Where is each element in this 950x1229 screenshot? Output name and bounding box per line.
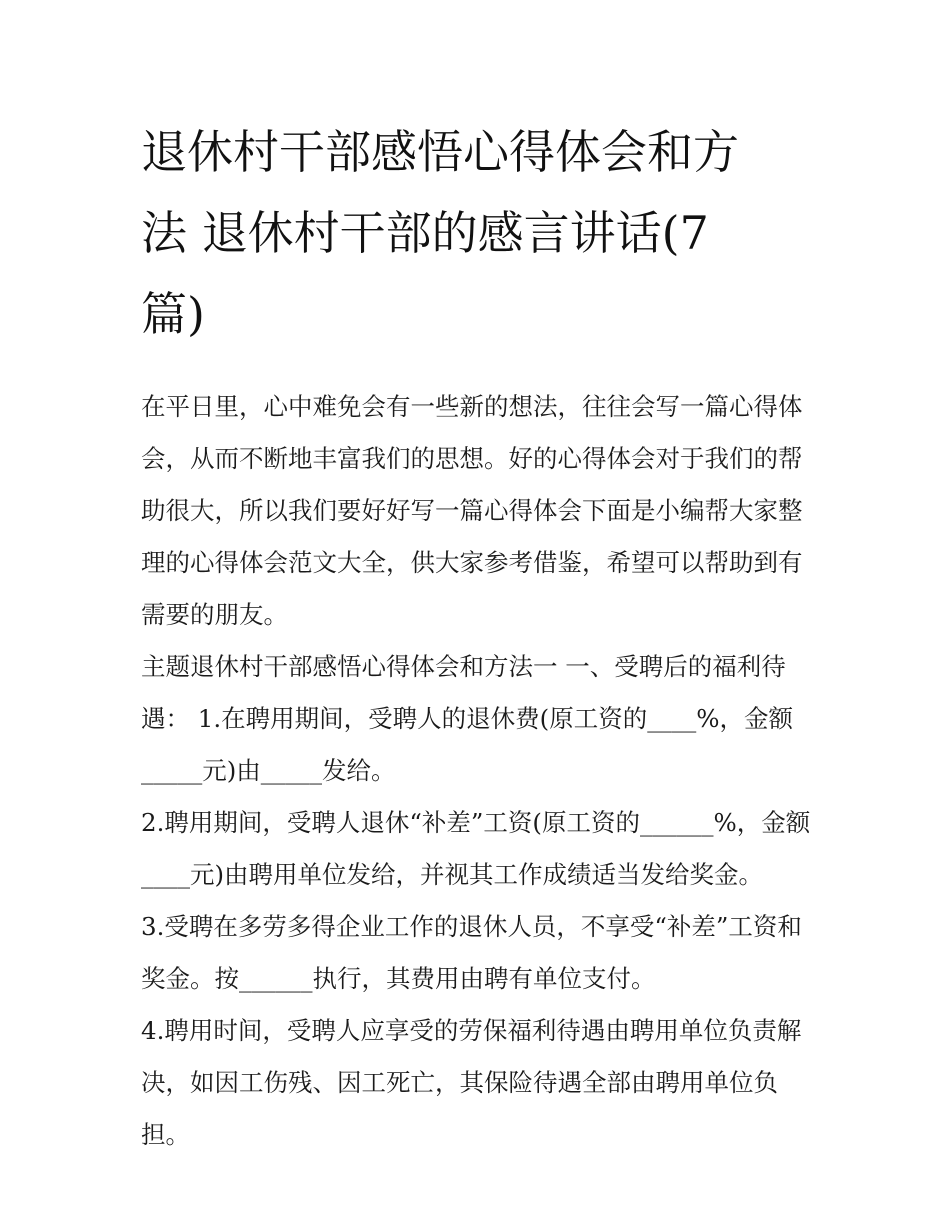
title-line: 退休村干部感悟心得体会和方 (141, 125, 739, 179)
text-line: 在平日里，心中难免会有一些新的想法，往往会写一篇心得体 (141, 392, 803, 421)
text-line: 2.聘用期间，受聘人退休“补差”工资(原工资的______%，金额 (141, 808, 811, 837)
item-4-paragraph (141, 1005, 813, 1161)
text-line: _____元)由_____发给。 (141, 756, 396, 785)
text-line: 会，从而不断地丰富我们的思想。好的心得体会对于我们的帮 (141, 444, 803, 473)
title-line: 法 退休村干部的感言讲话(7 (141, 206, 709, 260)
text-line: 3.受聘在多劳多得企业工作的退休人员，不享受“补差”工资和 (141, 912, 802, 941)
text-line: 主题退休村干部感悟心得体会和方法一 一、受聘后的福利待 (141, 652, 786, 681)
title-line: 篇) (141, 287, 205, 341)
text-line: 奖金。按______执行，其费用由聘有单位支付。 (141, 964, 656, 993)
text-line: 决，如因工伤残、因工死亡，其保险待遇全部由聘用单位负 (141, 1068, 778, 1097)
document-content (141, 112, 813, 1161)
text-line: 理的心得体会范文大全，供大家参考借鉴，希望可以帮助到有 (141, 548, 803, 577)
document-body (141, 381, 813, 1161)
text-line: 担。 (141, 1120, 190, 1149)
text-line: 4.聘用时间，受聘人应享受的劳保福利待遇由聘用单位负责解 (141, 1016, 802, 1045)
text-line: 助很大，所以我们要好好写一篇心得体会下面是小编帮大家整 (141, 496, 803, 525)
text-line: ____元)由聘用单位发给，并视其工作成绩适当发给奖金。 (141, 860, 764, 889)
text-line: 需要的朋友。 (141, 600, 288, 629)
section-one-paragraph (141, 641, 813, 797)
text-line: 遇： 1.在聘用期间，受聘人的退休费(原工资的____%，金额 (141, 704, 793, 733)
document-title (141, 112, 813, 355)
item-2-paragraph (141, 797, 813, 901)
item-3-paragraph (141, 901, 813, 1005)
intro-paragraph (141, 381, 813, 641)
